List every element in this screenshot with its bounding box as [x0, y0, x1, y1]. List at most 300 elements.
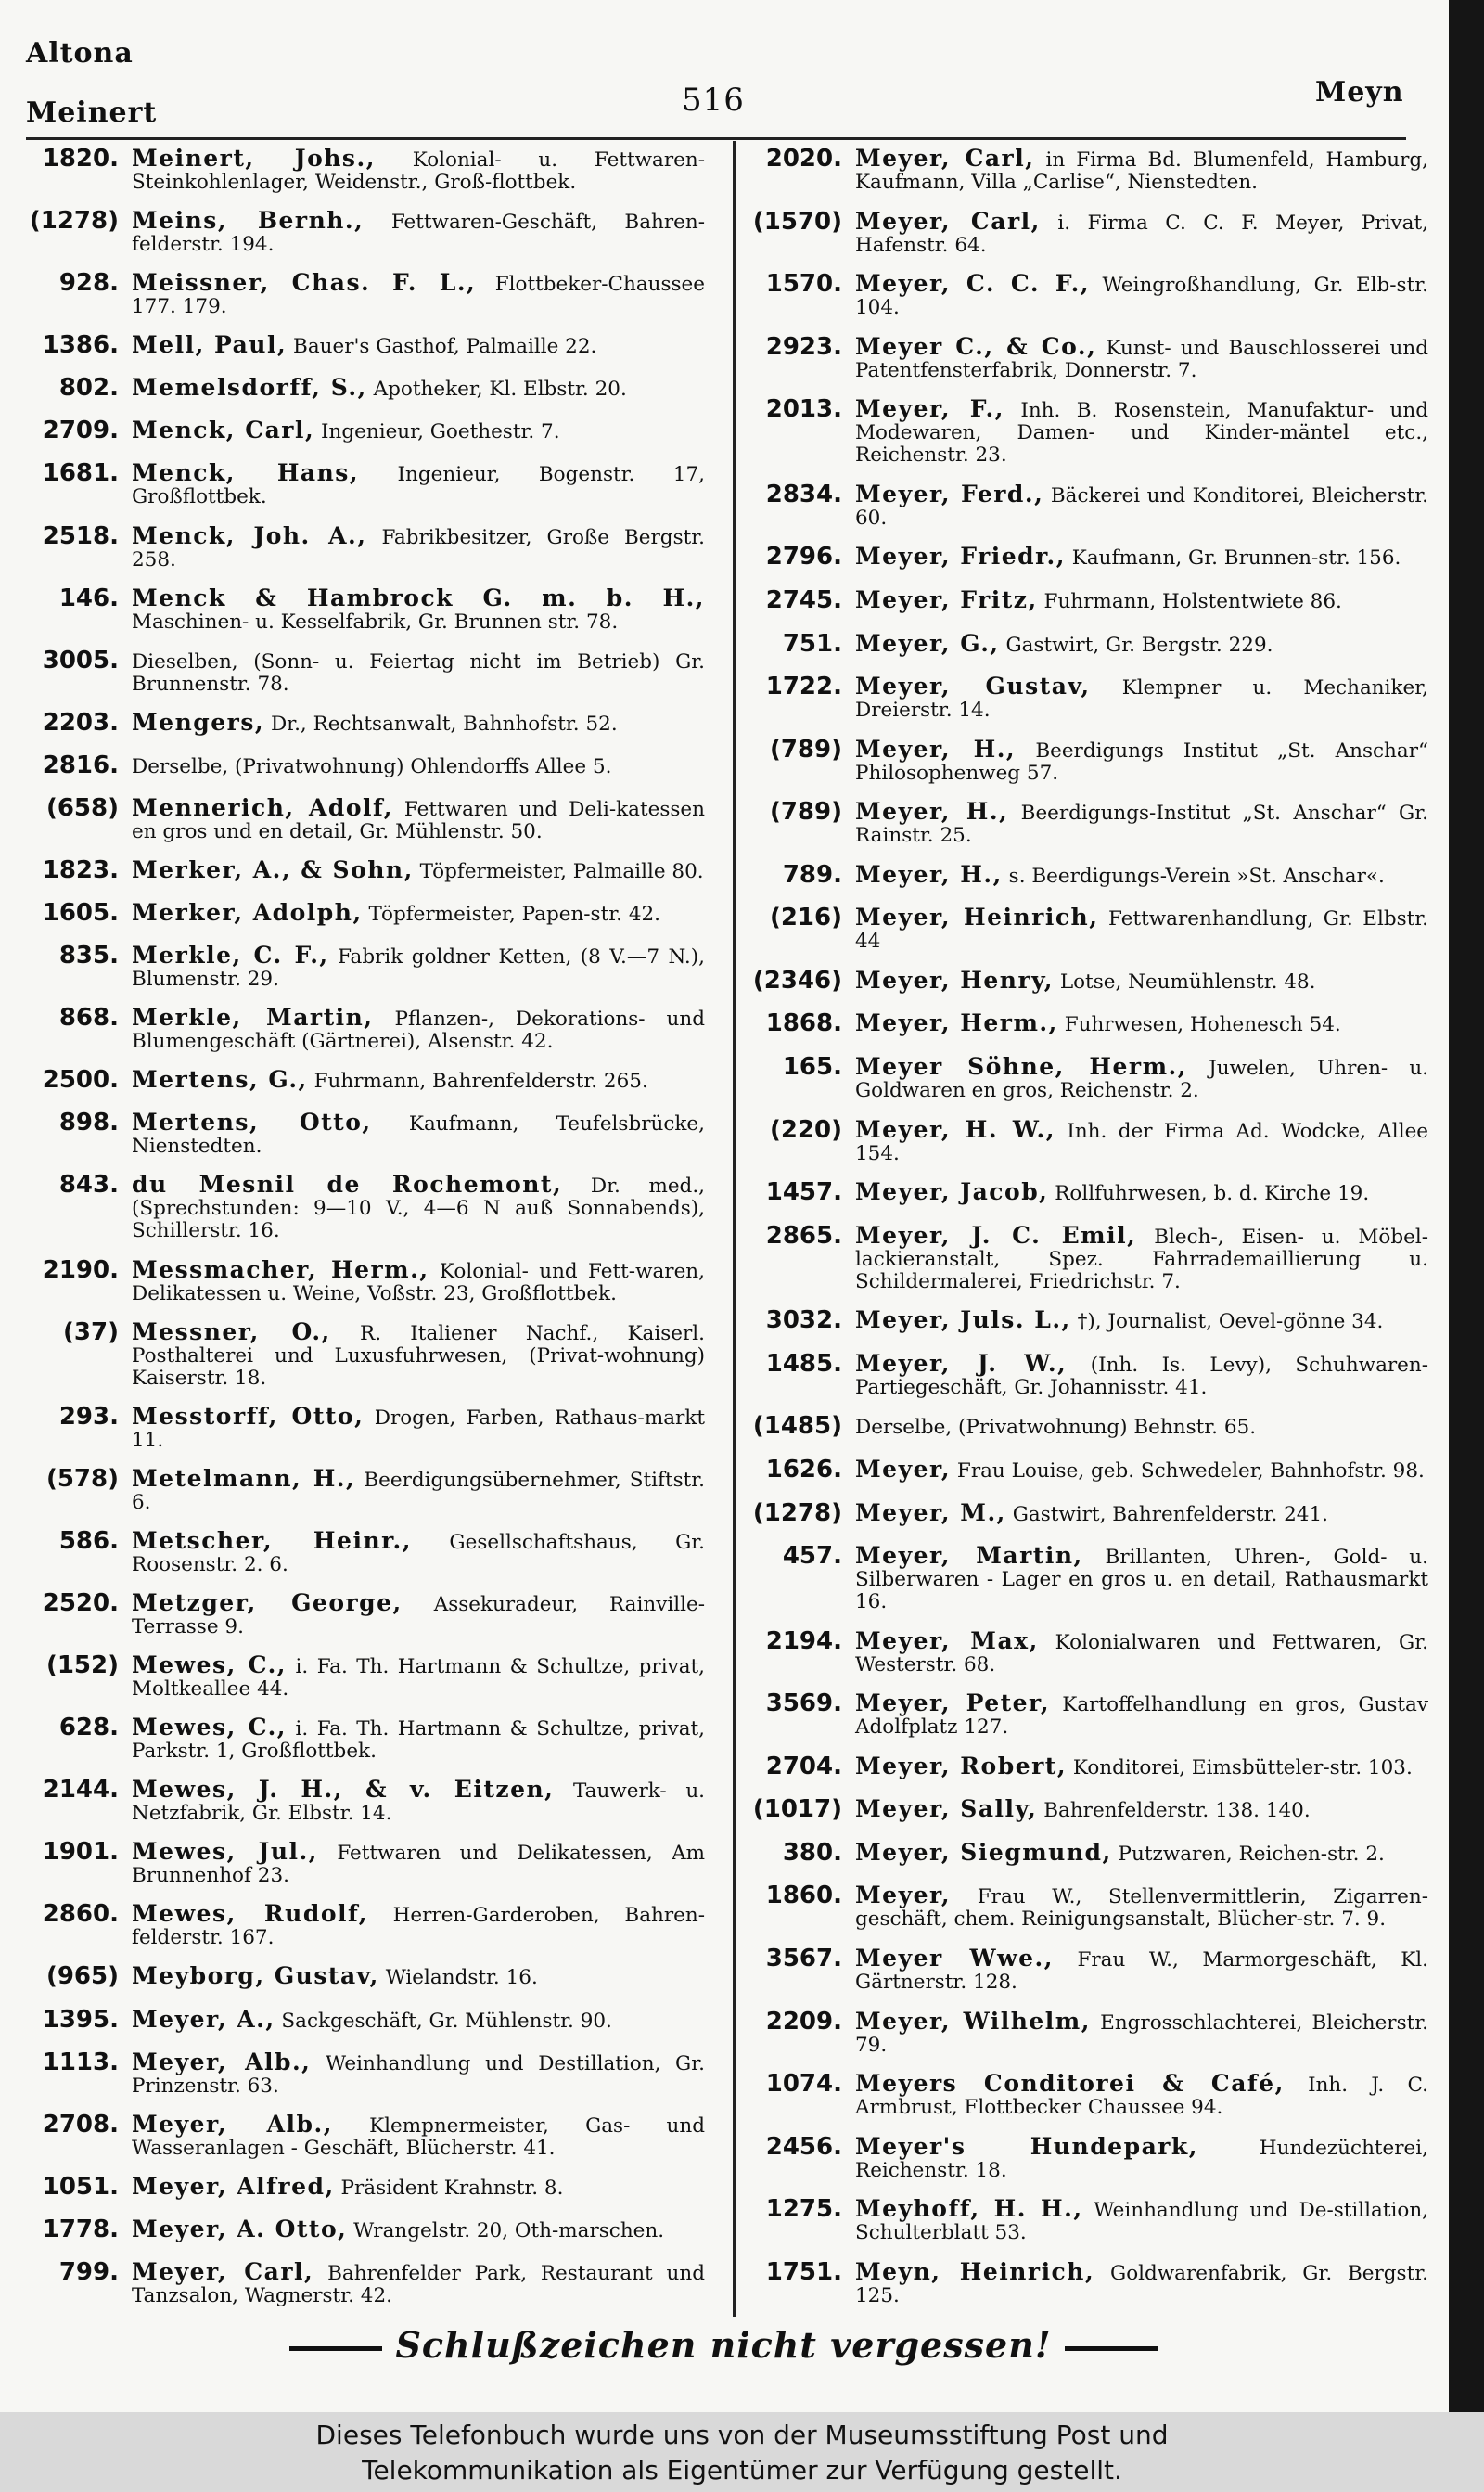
- entry-text: [132, 1587, 705, 1638]
- phone-number: (2346): [752, 966, 842, 995]
- entry-text: [132, 329, 705, 358]
- subscriber-details: Klempner u. Mechaniker, Dreierstr. 14.: [855, 676, 1428, 723]
- phone-number: 2834.: [765, 480, 842, 508]
- entry-text: [855, 2006, 1428, 2057]
- directory-entry: [19, 583, 705, 634]
- entry-text: [855, 1793, 1428, 1822]
- subscriber-details: Kolonialwaren und Fettwaren, Gr. Westerstr. 68.: [855, 1630, 1428, 1676]
- phone-number: 789.: [782, 860, 842, 889]
- subscriber-details: Fuhrwesen, Hohenesch 54.: [1064, 1013, 1341, 1037]
- directory-entry: [19, 205, 705, 256]
- directory-entry: [19, 1002, 705, 1053]
- directory-entry: [19, 1650, 705, 1701]
- subscriber-details: Präsident Krahnstr. 8.: [340, 2176, 564, 2200]
- subscriber-details: Beerdigungs-Institut „St. Anschar“ Gr. Rainstr. 25.: [855, 802, 1428, 848]
- subscriber-details: i. Firma C. C. F. Meyer, Privat, Hafenstr. 64.: [855, 211, 1428, 257]
- phone-number: 2500.: [42, 1066, 119, 1095]
- subscriber-name: Merkle, C. F.,: [132, 942, 329, 970]
- entry-text: [132, 520, 705, 572]
- entry-text: [132, 1254, 705, 1305]
- page-edge-shadow: [1449, 0, 1484, 2412]
- directory-entry: [742, 965, 1428, 996]
- subscriber-details: Kaufmann, Gr. Brunnen-str. 156.: [1071, 546, 1401, 571]
- phone-number: 751.: [782, 629, 842, 658]
- subscriber-name: Messtorff, Otto,: [132, 1402, 365, 1430]
- subscriber-name: Merker, Adolph,: [132, 899, 363, 927]
- subscriber-details: Frau Louise, geb. Schwedeler, Bahnhofstr. 98.: [956, 1458, 1425, 1483]
- slogan-text: Schlußzeichen nicht vergessen!: [395, 2324, 1052, 2366]
- directory-entry: [19, 1169, 705, 1242]
- directory-entry: [742, 902, 1428, 953]
- entry-text: [855, 1348, 1428, 1399]
- subscriber-details: Derselbe, (Privatwohnung) Ohlendorffs Allee 5.: [132, 754, 612, 778]
- directory-entry: [742, 1880, 1428, 1931]
- phone-number: 2203.: [42, 708, 119, 737]
- subscriber-details: Beerdigungs Institut „St. Anschar“ Philosophenweg 57.: [855, 739, 1428, 785]
- entry-text: [855, 1837, 1428, 1866]
- directory-entry: [742, 1114, 1428, 1165]
- entry-text: [855, 393, 1428, 467]
- directory-entry: [742, 2006, 1428, 2057]
- subscriber-details: Fettwaren und Deli-katessen en gros und en detail, Gr. Mühlenstr. 50.: [132, 797, 705, 843]
- entry-text: [132, 1317, 705, 1390]
- subscriber-name: Meyer, Sally,: [855, 1795, 1038, 1823]
- subscriber-name: Meyer, Carl,: [132, 2257, 314, 2285]
- phone-number: 457.: [782, 1542, 842, 1571]
- phone-number: 898.: [58, 1109, 119, 1137]
- phone-number: 2796.: [765, 543, 842, 572]
- subscriber-name: Merker, A., & Sohn,: [132, 856, 414, 884]
- subscriber-name: Meyer Wwe.,: [855, 1945, 1054, 1972]
- entry-text: [132, 2256, 705, 2307]
- directory-entry: [742, 1837, 1428, 1869]
- entry-text: [132, 205, 705, 256]
- entry-text: [855, 2256, 1428, 2307]
- subscriber-details: Inh. J. C. Armbrust, Flottbecker Chaussee 94.: [855, 2074, 1428, 2120]
- phone-number: 1778.: [42, 2215, 119, 2243]
- directory-entry: [19, 792, 705, 843]
- phone-number: 2709.: [42, 417, 119, 445]
- phone-number: 2194.: [765, 1626, 842, 1655]
- entry-text: [855, 541, 1428, 570]
- subscriber-details: Brillanten, Uhren-, Gold- u. Silberwaren - Lager en gros u. en detail, Rathausmarkt 16.: [855, 1546, 1428, 1614]
- phone-number: (1278): [29, 207, 119, 236]
- directory-entry: [19, 645, 705, 696]
- subscriber-details: Fettwaren und Delikatessen, Am Brunnenhof 23.: [132, 1842, 705, 1888]
- subscriber-name: Meyborg, Gustav,: [132, 1962, 379, 1990]
- phone-number: 1626.: [765, 1455, 842, 1484]
- subscriber-details: Dieselben, (Sonn- u. Feiertag nicht im Betrieb) Gr. Brunnenstr. 78.: [132, 649, 705, 696]
- subscriber-name: Mewes, J. H., & v. Eitzen,: [132, 1776, 555, 1804]
- subscriber-name: Meyer's Hundepark,: [855, 2132, 1198, 2160]
- subscriber-details: Töpfermeister, Papen-str. 42.: [368, 903, 661, 927]
- directory-entry: [19, 1774, 705, 1825]
- left-column: [19, 143, 705, 2310]
- subscriber-details: Weingroßhandlung, Gr. Elb-str. 104.: [855, 274, 1428, 320]
- entry-text: [132, 1002, 705, 1053]
- phone-number: (37): [63, 1317, 119, 1346]
- subscriber-details: Gesellschaftshaus, Gr. Roosenstr. 2. 6.: [132, 1530, 706, 1576]
- entry-text: [855, 734, 1428, 785]
- entry-text: [855, 1540, 1428, 1613]
- phone-number: 1722.: [765, 673, 842, 701]
- directory-entry: [19, 1107, 705, 1158]
- directory-entry: [19, 1401, 705, 1452]
- subscriber-name: Meyers Conditorei & Café,: [855, 2070, 1285, 2098]
- entry-text: [132, 940, 705, 991]
- phone-number: (1278): [752, 1498, 842, 1527]
- directory-entry: [19, 2214, 705, 2245]
- subscriber-name: Meyhoff, H. H.,: [855, 2195, 1083, 2223]
- entry-text: [855, 1880, 1428, 1931]
- entry-text: [132, 897, 705, 926]
- subscriber-name: Menck, Hans,: [132, 459, 360, 487]
- subscriber-details: Tauwerk- u. Netzfabrik, Gr. Elbstr. 14.: [132, 1779, 705, 1826]
- entry-text: [132, 267, 705, 318]
- subscriber-name: Metscher, Heinr.,: [132, 1526, 412, 1554]
- directory-entry: [19, 520, 705, 572]
- phone-number: 2520.: [42, 1588, 119, 1617]
- subscriber-name: Mertens, Otto,: [132, 1109, 372, 1137]
- entry-text: [132, 2214, 705, 2242]
- subscriber-name: Meyer, Friedr.,: [855, 543, 1066, 571]
- directory-entry: [742, 859, 1428, 891]
- phone-number: 586.: [58, 1526, 119, 1555]
- entry-text: [855, 1176, 1428, 1205]
- phone-number: 2865.: [765, 1221, 842, 1250]
- subscriber-name: Meyer, Alb.,: [132, 2048, 312, 2075]
- directory-entry: [19, 372, 705, 404]
- phone-number: 868.: [58, 1004, 119, 1033]
- directory-entry: [19, 1960, 705, 1992]
- subscriber-name: Menck & Hambrock G. m. b. H.,: [132, 584, 705, 611]
- directory-entry: [742, 1540, 1428, 1613]
- entry-text: [132, 707, 705, 736]
- entry-text: [132, 372, 705, 401]
- subscriber-details: Kaufmann, Teufelsbrücke, Nienstedten.: [132, 1112, 705, 1159]
- phone-number: 2860.: [42, 1900, 119, 1929]
- phone-number: (658): [45, 793, 119, 822]
- entry-text: [855, 796, 1428, 847]
- entry-text: [855, 143, 1428, 194]
- directory-entry: [19, 1064, 705, 1096]
- directory-entry: [742, 1793, 1428, 1825]
- subscriber-details: Engrosschlachterei, Bleicherstr. 79.: [855, 2010, 1429, 2057]
- subscriber-details: Konditorei, Eimsbütteler-str. 103.: [1072, 1755, 1413, 1779]
- directory-entry: [19, 267, 705, 318]
- entry-text: [855, 1751, 1428, 1779]
- subscriber-name: Meyn, Heinrich,: [855, 2257, 1095, 2285]
- directory-entry: [742, 671, 1428, 722]
- entry-text: [132, 457, 705, 508]
- subscriber-name: Metzger, George,: [132, 1588, 403, 1616]
- directory-entry: [19, 457, 705, 508]
- subscriber-details: (Inh. Is. Levy), Schuhwaren-Partiegeschäft, Gr. Johannisstr. 41.: [855, 1353, 1428, 1399]
- subscriber-details: Kunst- und Bauschlosserei und Patentfensterfabrik, Donnerstr. 7.: [855, 336, 1428, 382]
- directory-entry: [19, 1254, 705, 1305]
- subscriber-name: Meyer, H.,: [855, 860, 1003, 888]
- subscriber-details: Goldwarenfabrik, Gr. Bergstr. 125.: [855, 2261, 1428, 2307]
- subscriber-name: du Mesnil de Rochemont,: [132, 1171, 563, 1199]
- phone-number: 1457.: [765, 1178, 842, 1207]
- directory-entry: [742, 1410, 1428, 1442]
- phone-number: 1485.: [765, 1349, 842, 1378]
- entry-text: [855, 2193, 1428, 2244]
- notice-line-1: Dieses Telefonbuch wurde uns von der Museumsstiftung Post und: [315, 2420, 1169, 2450]
- phone-number: (789): [769, 735, 842, 764]
- phone-number: 2816.: [42, 751, 119, 779]
- phone-number: 2704.: [765, 1752, 842, 1780]
- entry-text: [132, 1898, 705, 1949]
- subscriber-name: Meyer, Robert,: [855, 1752, 1068, 1779]
- footer-slogan: [0, 2324, 1447, 2366]
- subscriber-details: Dr., Rechtsanwalt, Bahnhofstr. 52.: [270, 712, 618, 736]
- phone-number: 802.: [58, 374, 119, 403]
- subscriber-details: Herren-Garderoben, Bahren-felderstr. 167.: [132, 1904, 705, 1950]
- subscriber-name: Mengers,: [132, 708, 265, 736]
- subscriber-details: Maschinen- u. Kesselfabrik, Gr. Brunnen str. 78.: [132, 610, 619, 634]
- entry-text: [132, 143, 705, 194]
- subscriber-name: Mell, Paul,: [132, 331, 288, 359]
- phone-number: 2708.: [42, 2110, 119, 2139]
- entry-text: [132, 750, 705, 778]
- entry-text: [855, 1220, 1428, 1293]
- directory-entry: [742, 1176, 1428, 1208]
- directory-entry: [19, 750, 705, 781]
- subscriber-name: Memelsdorff, S.,: [132, 374, 367, 402]
- directory-entry: [19, 2256, 705, 2307]
- phone-number: (789): [769, 798, 842, 827]
- directory-entry: [19, 1525, 705, 1576]
- directory-entry: [19, 854, 705, 886]
- phone-number: 2013.: [765, 395, 842, 424]
- subscriber-name: Meyer,: [855, 1455, 952, 1483]
- directory-entry: [742, 331, 1428, 382]
- directory-entry: [742, 584, 1428, 616]
- phone-number: 2745.: [765, 585, 842, 614]
- entry-text: [855, 965, 1428, 994]
- entry-text: [855, 1688, 1428, 1739]
- subscriber-name: Meyer, C. C. F.,: [855, 270, 1091, 298]
- entry-text: [132, 2047, 705, 2098]
- subscriber-details: Drogen, Farben, Rathaus-markt 11.: [132, 1406, 705, 1452]
- directory-entry: [742, 2256, 1428, 2307]
- entry-text: [855, 2131, 1428, 2182]
- subscriber-details: R. Italiener Nachf., Kaiserl. Posthalterei und Luxusfuhrwesen, (Privat-wohnung) Kaiserstr. 18.: [132, 1321, 705, 1390]
- phone-number: 2020.: [765, 145, 842, 173]
- entry-text: [132, 2109, 705, 2160]
- phone-number: 928.: [58, 269, 119, 298]
- entry-text: [132, 1064, 705, 1093]
- entry-text: [855, 859, 1428, 888]
- directory-entry: [19, 1463, 705, 1514]
- directory-entry: [742, 2131, 1428, 2182]
- directory-entry: [742, 541, 1428, 572]
- phone-number: 3005.: [42, 646, 119, 674]
- notice-line-2: Telekommunikation als Eigentümer zur Verfügung gestellt.: [362, 2455, 1122, 2486]
- directory-entry: [19, 1587, 705, 1638]
- subscriber-details: Kolonial- und Fett-waren, Delikatessen u. Weine, Voßstr. 23, Großflottbek.: [132, 1259, 705, 1305]
- subscriber-name: Meyer, A. Otto,: [132, 2215, 348, 2242]
- subscriber-name: Meyer, Alfred,: [132, 2172, 335, 2200]
- phone-number: 2209.: [765, 2007, 842, 2036]
- subscriber-name: Meyer Söhne, Herm.,: [855, 1053, 1187, 1080]
- subscriber-name: Messner, O.,: [132, 1317, 331, 1345]
- phone-number: 799.: [58, 2257, 119, 2286]
- directory-entry: [19, 707, 705, 739]
- subscriber-name: Menck, Joh. A.,: [132, 521, 367, 549]
- subscriber-details: Weinhandlung und Destillation, Gr. Prinzenstr. 63.: [132, 2051, 705, 2098]
- directory-entry: [19, 415, 705, 446]
- subscriber-details: Bäckerei und Konditorei, Bleicherstr. 60.: [855, 483, 1428, 530]
- entry-text: [855, 1625, 1428, 1676]
- subscriber-details: Putzwaren, Reichen-str. 2.: [1118, 1842, 1385, 1866]
- directory-entry: [19, 1317, 705, 1390]
- subscriber-name: Meyer C., & Co.,: [855, 332, 1097, 360]
- subscriber-name: Meyer, Max,: [855, 1626, 1039, 1654]
- subscriber-details: Gastwirt, Bahrenfelderstr. 241.: [1012, 1502, 1328, 1526]
- directory-entry: [19, 940, 705, 991]
- subscriber-details: Lotse, Neumühlenstr. 48.: [1059, 970, 1316, 994]
- directory-entry: [742, 1304, 1428, 1336]
- phone-number: 1386.: [42, 331, 119, 360]
- subscriber-name: Meissner, Chas. F. L.,: [132, 269, 477, 297]
- subscriber-name: Metelmann, H.,: [132, 1464, 356, 1492]
- subscriber-name: Mewes, C.,: [132, 1714, 288, 1741]
- subscriber-name: Meyer, Martin,: [855, 1542, 1083, 1570]
- subscriber-details: i. Fa. Th. Hartmann & Schultze, privat, Parkstr. 1, Großflottbek.: [132, 1717, 706, 1764]
- subscriber-details: Ingenieur, Bogenstr. 17, Großflottbek.: [132, 463, 705, 509]
- slogan-dash-right: [1065, 2346, 1158, 2351]
- subscriber-name: Meyer, A.,: [132, 2005, 275, 2033]
- subscriber-details: Inh. B. Rosenstein, Manufaktur- und Modewaren, Damen- und Kinder-mäntel etc., Reichenstr. 23.: [855, 399, 1428, 468]
- subscriber-details: s. Beerdigungs-Verein »St. Anschar«.: [1008, 864, 1385, 888]
- phone-number: 835.: [58, 942, 119, 970]
- entry-text: [855, 628, 1428, 657]
- directory-entry: [19, 2171, 705, 2203]
- header-rule: [26, 137, 1406, 140]
- directory-entry: [742, 479, 1428, 530]
- directory-entry: [742, 1051, 1428, 1102]
- phone-number: 2518.: [42, 521, 119, 550]
- subscriber-name: Meyer, J. C. Emil,: [855, 1221, 1137, 1249]
- entry-text: [132, 1712, 705, 1763]
- subscriber-name: Meyer, Heinrich,: [855, 904, 1099, 931]
- subscriber-name: Meyer, Carl,: [855, 145, 1035, 172]
- subscriber-name: Mewes, C.,: [132, 1651, 288, 1679]
- subscriber-details: Apotheker, Kl. Elbstr. 20.: [373, 378, 627, 402]
- directory-entry: [742, 1943, 1428, 1994]
- subscriber-details: Derselbe, (Privatwohnung) Behnstr. 65.: [855, 1416, 1257, 1440]
- entry-text: [132, 583, 705, 634]
- subscriber-name: Meyer, J. W.,: [855, 1349, 1068, 1377]
- entry-text: [132, 645, 705, 696]
- entry-text: [855, 1051, 1428, 1102]
- subscriber-name: Meins, Bernh.,: [132, 207, 365, 235]
- entry-text: [132, 1774, 705, 1825]
- subscriber-name: Meyer, M.,: [855, 1498, 1006, 1526]
- phone-number: (220): [769, 1115, 842, 1144]
- subscriber-name: Meyer,: [855, 1882, 952, 1909]
- directory-entry: [742, 734, 1428, 785]
- entry-text: [132, 2004, 705, 2033]
- phone-number: (1017): [752, 1795, 842, 1824]
- entry-text: [132, 1169, 705, 1242]
- subscriber-details: Rollfuhrwesen, b. d. Kirche 19.: [1055, 1182, 1370, 1206]
- directory-entry: [19, 2004, 705, 2036]
- page-number: 516: [682, 82, 745, 119]
- entry-text: [855, 1114, 1428, 1165]
- phone-number: 3569.: [765, 1689, 842, 1718]
- entry-text: [855, 584, 1428, 613]
- entry-text: [132, 1836, 705, 1887]
- directory-entry: [742, 1348, 1428, 1399]
- entry-text: [855, 479, 1428, 530]
- subscriber-details: Fettwarenhandlung, Gr. Elbstr. 44: [855, 907, 1429, 954]
- entry-text: [855, 671, 1428, 722]
- phone-number: 1901.: [42, 1838, 119, 1867]
- subscriber-name: Meyer, Juls. L.,: [855, 1306, 1071, 1334]
- subscriber-details: in Firma Bd. Blumenfeld, Hamburg, Kaufmann, Villa „Carlise“, Nienstedten.: [855, 148, 1428, 194]
- subscriber-name: Meyer, Herm.,: [855, 1009, 1058, 1037]
- subscriber-name: Meyer, Peter,: [855, 1689, 1051, 1717]
- phone-number: 1570.: [765, 270, 842, 299]
- directory-entry: [742, 1625, 1428, 1676]
- phone-number: 165.: [782, 1053, 842, 1081]
- phone-number: 1868.: [765, 1009, 842, 1038]
- entry-text: [132, 2171, 705, 2200]
- subscriber-details: Kartoffelhandlung en gros, Gustav Adolfplatz 127.: [855, 1693, 1428, 1740]
- subscriber-name: Meinert, Johs.,: [132, 145, 376, 172]
- directory-entry: [742, 1454, 1428, 1485]
- entry-text: [132, 1401, 705, 1452]
- phone-number: 2190.: [42, 1255, 119, 1284]
- subscriber-name: Meyer, Wilhelm,: [855, 2007, 1091, 2035]
- entry-text: [132, 1463, 705, 1514]
- directory-entry: [742, 796, 1428, 847]
- entry-text: [855, 1304, 1428, 1333]
- phone-number: 1751.: [765, 2257, 842, 2286]
- subscriber-details: Inh. der Firma Ad. Wodcke, Allee 154.: [855, 1119, 1429, 1165]
- phone-number: 1820.: [42, 145, 119, 173]
- phone-number: 1051.: [42, 2172, 119, 2201]
- subscriber-name: Merkle, Martin,: [132, 1004, 374, 1032]
- subscriber-details: Beerdigungsübernehmer, Stiftstr. 6.: [132, 1468, 706, 1514]
- phone-number: 3567.: [765, 1945, 842, 1972]
- subscriber-name: Mewes, Rudolf,: [132, 1900, 368, 1928]
- entry-text: [132, 1107, 705, 1158]
- entry-text: [855, 331, 1428, 382]
- subscriber-details: Frau W., Marmorgeschäft, Kl. Gärtnerstr. 128.: [855, 1948, 1428, 1994]
- directory-entry: [742, 1497, 1428, 1529]
- subscriber-details: Klempnermeister, Gas- und Wasseranlagen - Geschäft, Blücherstr. 41.: [132, 2113, 705, 2160]
- directory-entry: [742, 393, 1428, 467]
- subscriber-details: Juwelen, Uhren- u. Goldwaren en gros, Reichenstr. 2.: [855, 1057, 1428, 1102]
- subscriber-name: Meyer, F.,: [855, 395, 1004, 423]
- subscriber-details: Sackgeschäft, Gr. Mühlenstr. 90.: [281, 2009, 612, 2033]
- directory-entry: [19, 1712, 705, 1763]
- subscriber-name: Meyer, Carl,: [855, 207, 1041, 235]
- directory-entry: [742, 1008, 1428, 1039]
- subscriber-details: Bauer's Gasthof, Palmaille 22.: [293, 335, 597, 359]
- directory-entry: [19, 2109, 705, 2160]
- subscriber-details: Weinhandlung und De-stillation, Schulterblatt 53.: [855, 2199, 1428, 2245]
- subscriber-details: Kolonial- u. Fettwaren-Steinkohlenlager, Weidenstr., Groß-flottbek.: [132, 148, 705, 194]
- directory-entry: [19, 2047, 705, 2098]
- directory-entry: [742, 1751, 1428, 1782]
- header-left-keyword: Meinert: [26, 96, 158, 129]
- right-column: [742, 143, 1428, 2310]
